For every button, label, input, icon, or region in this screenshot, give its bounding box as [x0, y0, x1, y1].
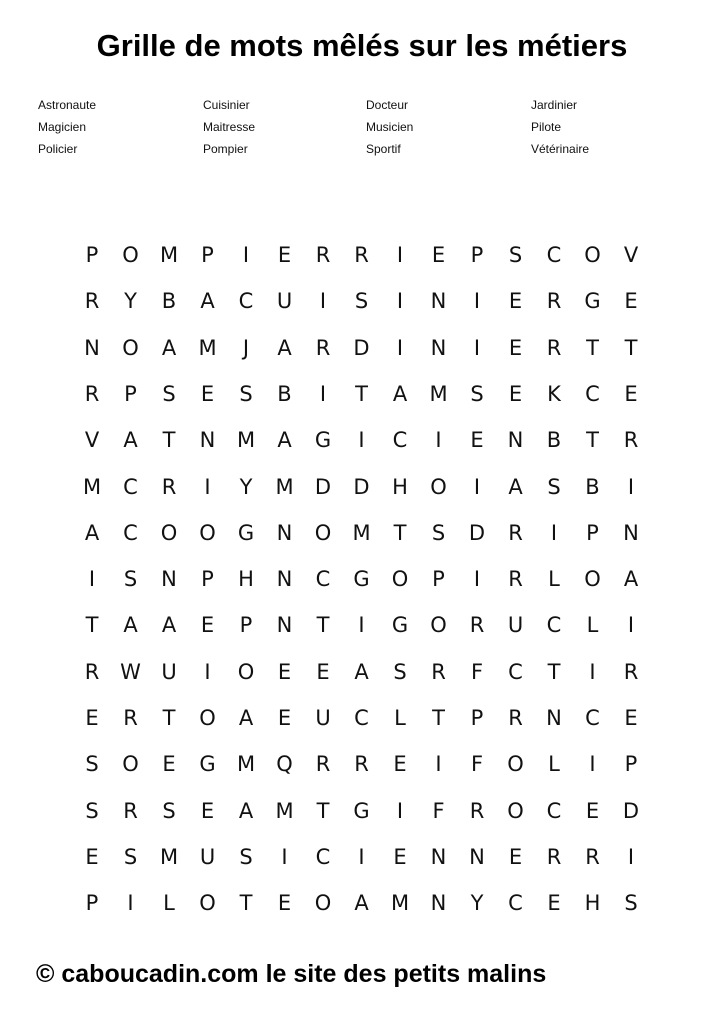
grid-letter: P	[201, 567, 214, 592]
grid-letter: M	[159, 243, 179, 267]
grid-letter: V	[623, 243, 639, 267]
grid-letter: B	[161, 289, 177, 314]
grid-letter: N	[276, 567, 293, 592]
grid-letter: R	[123, 706, 138, 730]
grid-letter: R	[623, 428, 639, 453]
grid-letter: T	[162, 706, 176, 730]
grid-letter: O	[507, 798, 524, 823]
grid-letter: R	[123, 798, 138, 823]
grid-letter: L	[548, 567, 560, 592]
grid-letter: O	[237, 659, 255, 684]
grid-letter: T	[355, 381, 368, 406]
grid-letter: C	[508, 659, 523, 684]
grid-letter: T	[393, 520, 407, 545]
grid-letter: O	[314, 520, 332, 545]
grid-letter: A	[161, 613, 177, 638]
grid-letter: R	[546, 289, 562, 314]
grid-letter: I	[319, 381, 327, 406]
grid-letter: N	[546, 706, 562, 730]
grid-letter: E	[508, 381, 523, 406]
grid-letter: I	[358, 428, 365, 453]
grid-letter: C	[123, 474, 138, 499]
grid-letter: A	[161, 335, 177, 360]
grid-letter: O	[507, 752, 524, 777]
grid-letter: S	[470, 381, 484, 406]
grid-letter: C	[546, 613, 562, 638]
grid-letter: G	[584, 289, 601, 314]
grid-letter: C	[585, 706, 600, 730]
grid-letter: R	[354, 243, 369, 267]
grid-letter: L	[163, 891, 175, 916]
grid-letter: L	[548, 752, 560, 777]
page-title: Grille de mots mêlés sur les métiers	[96, 28, 628, 63]
grid-letter: I	[473, 289, 481, 314]
word-list-item: Policier	[38, 142, 78, 156]
grid-letter: R	[508, 567, 523, 592]
grid-letter: A	[623, 567, 639, 592]
grid-letter: N	[623, 520, 639, 545]
grid-letter: C	[546, 798, 562, 823]
grid-letter: E	[200, 381, 215, 406]
grid-letter: A	[238, 798, 254, 823]
grid-letter: S	[85, 752, 99, 777]
grid-letter: E	[200, 798, 215, 823]
word-list-item: Magicien	[38, 120, 87, 134]
grid-letter: I	[319, 289, 327, 314]
grid-letter: N	[199, 428, 216, 453]
grid-letter: A	[277, 428, 292, 453]
grid-letter: O	[122, 243, 139, 267]
grid-letter: Q	[276, 752, 293, 777]
grid-letter: M	[275, 798, 294, 823]
grid-letter: R	[315, 243, 331, 267]
word-list-item: Pilote	[531, 120, 562, 134]
grid-letter: U	[315, 706, 331, 730]
grid-letter: I	[435, 752, 442, 777]
grid-letter: O	[430, 613, 447, 638]
grid-letter: I	[627, 613, 635, 638]
word-list-item: Vétérinaire	[531, 142, 590, 156]
grid-letter: R	[508, 706, 523, 730]
grid-letter: F	[470, 659, 484, 684]
grid-letter: R	[84, 381, 100, 406]
grid-letter: I	[473, 567, 481, 592]
grid-letter: I	[127, 891, 134, 916]
grid-letter: J	[242, 335, 250, 360]
grid-letter: O	[430, 474, 447, 499]
grid-letter: E	[508, 335, 523, 360]
grid-letter: I	[88, 567, 96, 592]
grid-letter: I	[396, 798, 404, 823]
grid-letter: P	[586, 520, 599, 545]
grid-letter: C	[238, 289, 254, 314]
grid-letter: I	[589, 752, 596, 777]
grid-letter: D	[314, 474, 332, 499]
grid-letter: S	[162, 798, 176, 823]
word-list-item: Maitresse	[203, 120, 256, 134]
grid-letter: I	[435, 428, 442, 453]
grid-letter: I	[589, 659, 596, 684]
grid-letter: I	[627, 474, 635, 499]
grid-letter: E	[393, 752, 407, 777]
grid-letter: A	[277, 335, 292, 360]
grid-letter: I	[627, 844, 635, 869]
grid-letter: P	[201, 243, 214, 267]
grid-letter: E	[393, 844, 407, 869]
grid-letter: M	[236, 428, 256, 453]
grid-letter: C	[392, 428, 408, 453]
grid-letter: T	[162, 428, 176, 453]
grid-letter: I	[204, 659, 211, 684]
grid-letter: M	[390, 891, 410, 916]
grid-letter: U	[276, 289, 293, 314]
grid-letter: E	[277, 891, 292, 916]
grid-letter: E	[85, 844, 99, 869]
grid-letter: R	[469, 798, 485, 823]
grid-letter: G	[199, 752, 216, 777]
word-list-item: Pompier	[203, 142, 248, 156]
grid-letter: O	[391, 567, 409, 592]
grid-letter: T	[624, 335, 638, 360]
grid-letter: D	[468, 520, 486, 545]
word-list-item: Musicien	[366, 120, 414, 134]
grid-letter: R	[84, 659, 100, 684]
grid-letter: E	[624, 289, 638, 314]
grid-letter: V	[84, 428, 100, 453]
grid-letter: I	[281, 844, 288, 869]
grid-letter: S	[239, 844, 253, 869]
grid-letter: E	[200, 613, 215, 638]
grid-letter: A	[200, 289, 215, 314]
grid-letter: U	[199, 844, 216, 869]
grid-letter: L	[586, 613, 599, 638]
grid-letter: A	[123, 613, 138, 638]
grid-letter: P	[239, 613, 253, 638]
grid-letter: N	[430, 289, 447, 314]
grid-letter: Y	[124, 289, 137, 314]
grid-letter: S	[624, 891, 638, 916]
grid-letter: L	[394, 706, 406, 730]
grid-letter: S	[393, 659, 407, 684]
grid-letter: A	[354, 659, 369, 684]
word-list-item: Astronaute	[38, 98, 97, 112]
grid-letter: P	[470, 706, 484, 730]
grid-letter: D	[353, 474, 370, 499]
grid-letter: R	[623, 659, 639, 684]
grid-letter: M	[429, 381, 448, 406]
grid-letter: N	[507, 428, 524, 453]
grid-letter: H	[584, 891, 601, 916]
grid-letter: F	[470, 752, 484, 777]
grid-letter: E	[624, 706, 638, 730]
grid-letter: I	[358, 844, 365, 869]
grid-letter: R	[354, 752, 369, 777]
grid-letter: O	[584, 567, 601, 592]
footer-credit: © caboucadin.com le site des petits malins	[36, 960, 547, 988]
grid-letter: S	[239, 381, 253, 406]
grid-letter: T	[85, 613, 99, 638]
grid-letter: E	[470, 428, 484, 453]
grid-letter: B	[546, 428, 562, 453]
grid-letter: S	[123, 844, 138, 869]
grid-letter: R	[315, 752, 331, 777]
grid-letter: I	[396, 335, 404, 360]
grid-letter: B	[585, 474, 600, 499]
grid-letter: G	[314, 428, 332, 453]
grid-letter: R	[431, 659, 446, 684]
grid-letter: M	[159, 844, 179, 869]
grid-letter: A	[354, 891, 369, 916]
grid-letter: I	[396, 243, 404, 267]
grid-letter: E	[585, 798, 600, 823]
grid-letter: K	[547, 381, 561, 406]
grid-letter: B	[277, 381, 292, 406]
grid-letter: N	[161, 567, 177, 592]
grid-letter: M	[275, 474, 294, 499]
grid-letter: U	[507, 613, 524, 638]
grid-letter: O	[199, 520, 216, 545]
grid-letter: C	[585, 381, 600, 406]
grid-letter: M	[352, 520, 371, 545]
grid-letter: Y	[239, 474, 253, 499]
grid-letter: I	[242, 243, 250, 267]
grid-letter: N	[430, 891, 447, 916]
grid-letter: R	[161, 474, 177, 499]
grid-letter: C	[354, 706, 369, 730]
grid-letter: P	[85, 891, 99, 916]
grid-letter: R	[469, 613, 485, 638]
grid-letter: I	[204, 474, 211, 499]
grid-letter: S	[123, 567, 138, 592]
grid-letter: P	[624, 752, 638, 777]
grid-letter: C	[508, 891, 523, 916]
grid-letter: P	[85, 243, 99, 267]
word-list-item: Cuisinier	[203, 98, 250, 112]
grid-letter: A	[123, 428, 138, 453]
grid-letter: P	[124, 381, 137, 406]
grid-letter: S	[162, 381, 176, 406]
grid-letter: E	[277, 706, 292, 730]
grid-letter: T	[586, 428, 599, 453]
grid-letter: E	[431, 243, 446, 267]
grid-letter: I	[358, 613, 365, 638]
grid-letter: E	[277, 243, 292, 267]
grid-letter: N	[469, 844, 485, 869]
grid-letter: H	[238, 567, 254, 592]
grid-letter: O	[314, 891, 332, 916]
grid-letter: O	[584, 243, 601, 267]
grid-letter: T	[239, 891, 253, 916]
grid-letter: T	[316, 798, 330, 823]
grid-letter: A	[392, 381, 408, 406]
grid-letter: E	[508, 844, 523, 869]
grid-letter: I	[473, 335, 481, 360]
grid-letter: D	[353, 335, 370, 360]
grid-letter: P	[470, 243, 484, 267]
grid-letter: R	[546, 335, 562, 360]
word-list-item: Sportif	[366, 142, 401, 156]
grid-letter: I	[473, 474, 481, 499]
grid-letter: A	[508, 474, 523, 499]
grid-letter: R	[508, 520, 523, 545]
grid-letter: U	[161, 659, 177, 684]
grid-letter: A	[84, 520, 100, 545]
grid-letter: E	[162, 752, 176, 777]
grid-letter: C	[546, 243, 562, 267]
grid-letter: E	[624, 381, 638, 406]
grid-letter: O	[199, 706, 216, 730]
grid-letter: N	[276, 613, 293, 638]
grid-letter: F	[432, 798, 445, 823]
grid-letter: S	[547, 474, 561, 499]
grid-letter: C	[123, 520, 138, 545]
grid-letter: T	[586, 335, 599, 360]
grid-letter: D	[622, 798, 640, 823]
grid-letter: N	[84, 335, 100, 360]
grid-letter: R	[315, 335, 331, 360]
grid-letter: C	[315, 567, 331, 592]
grid-letter: G	[237, 520, 255, 545]
grid-letter: M	[198, 335, 217, 360]
grid-letter: S	[431, 520, 446, 545]
grid-letter: P	[432, 567, 445, 592]
grid-letter: E	[85, 706, 99, 730]
grid-letter: O	[122, 335, 139, 360]
grid-letter: G	[353, 567, 370, 592]
grid-letter: R	[546, 844, 562, 869]
grid-letter: Y	[470, 891, 484, 916]
grid-letter: T	[316, 613, 330, 638]
grid-letter: T	[547, 659, 561, 684]
grid-letter: E	[508, 289, 523, 314]
grid-letter: N	[430, 335, 447, 360]
word-list-item: Jardinier	[531, 98, 578, 112]
grid-letter: G	[353, 798, 370, 823]
word-list-item: Docteur	[366, 98, 409, 112]
grid-letter: N	[430, 844, 447, 869]
grid-letter: R	[585, 844, 600, 869]
grid-letter: C	[315, 844, 331, 869]
grid-letter: I	[550, 520, 558, 545]
grid-letter: E	[277, 659, 292, 684]
grid-letter: M	[82, 474, 102, 499]
grid-letter: W	[120, 659, 141, 684]
grid-letter: G	[391, 613, 409, 638]
grid-letter: O	[160, 520, 178, 545]
grid-letter: S	[354, 289, 369, 314]
grid-letter: A	[238, 706, 254, 730]
grid-letter: R	[84, 289, 100, 314]
grid-letter: E	[547, 891, 561, 916]
grid-letter: O	[122, 752, 139, 777]
grid-letter: S	[508, 243, 523, 267]
grid-letter: N	[276, 520, 293, 545]
grid-letter: E	[316, 659, 330, 684]
grid-letter: O	[199, 891, 216, 916]
grid-letter: S	[85, 798, 99, 823]
grid-letter: H	[392, 474, 408, 499]
grid-letter: M	[236, 752, 256, 777]
grid-letter: T	[432, 706, 445, 730]
grid-letter: I	[396, 289, 404, 314]
